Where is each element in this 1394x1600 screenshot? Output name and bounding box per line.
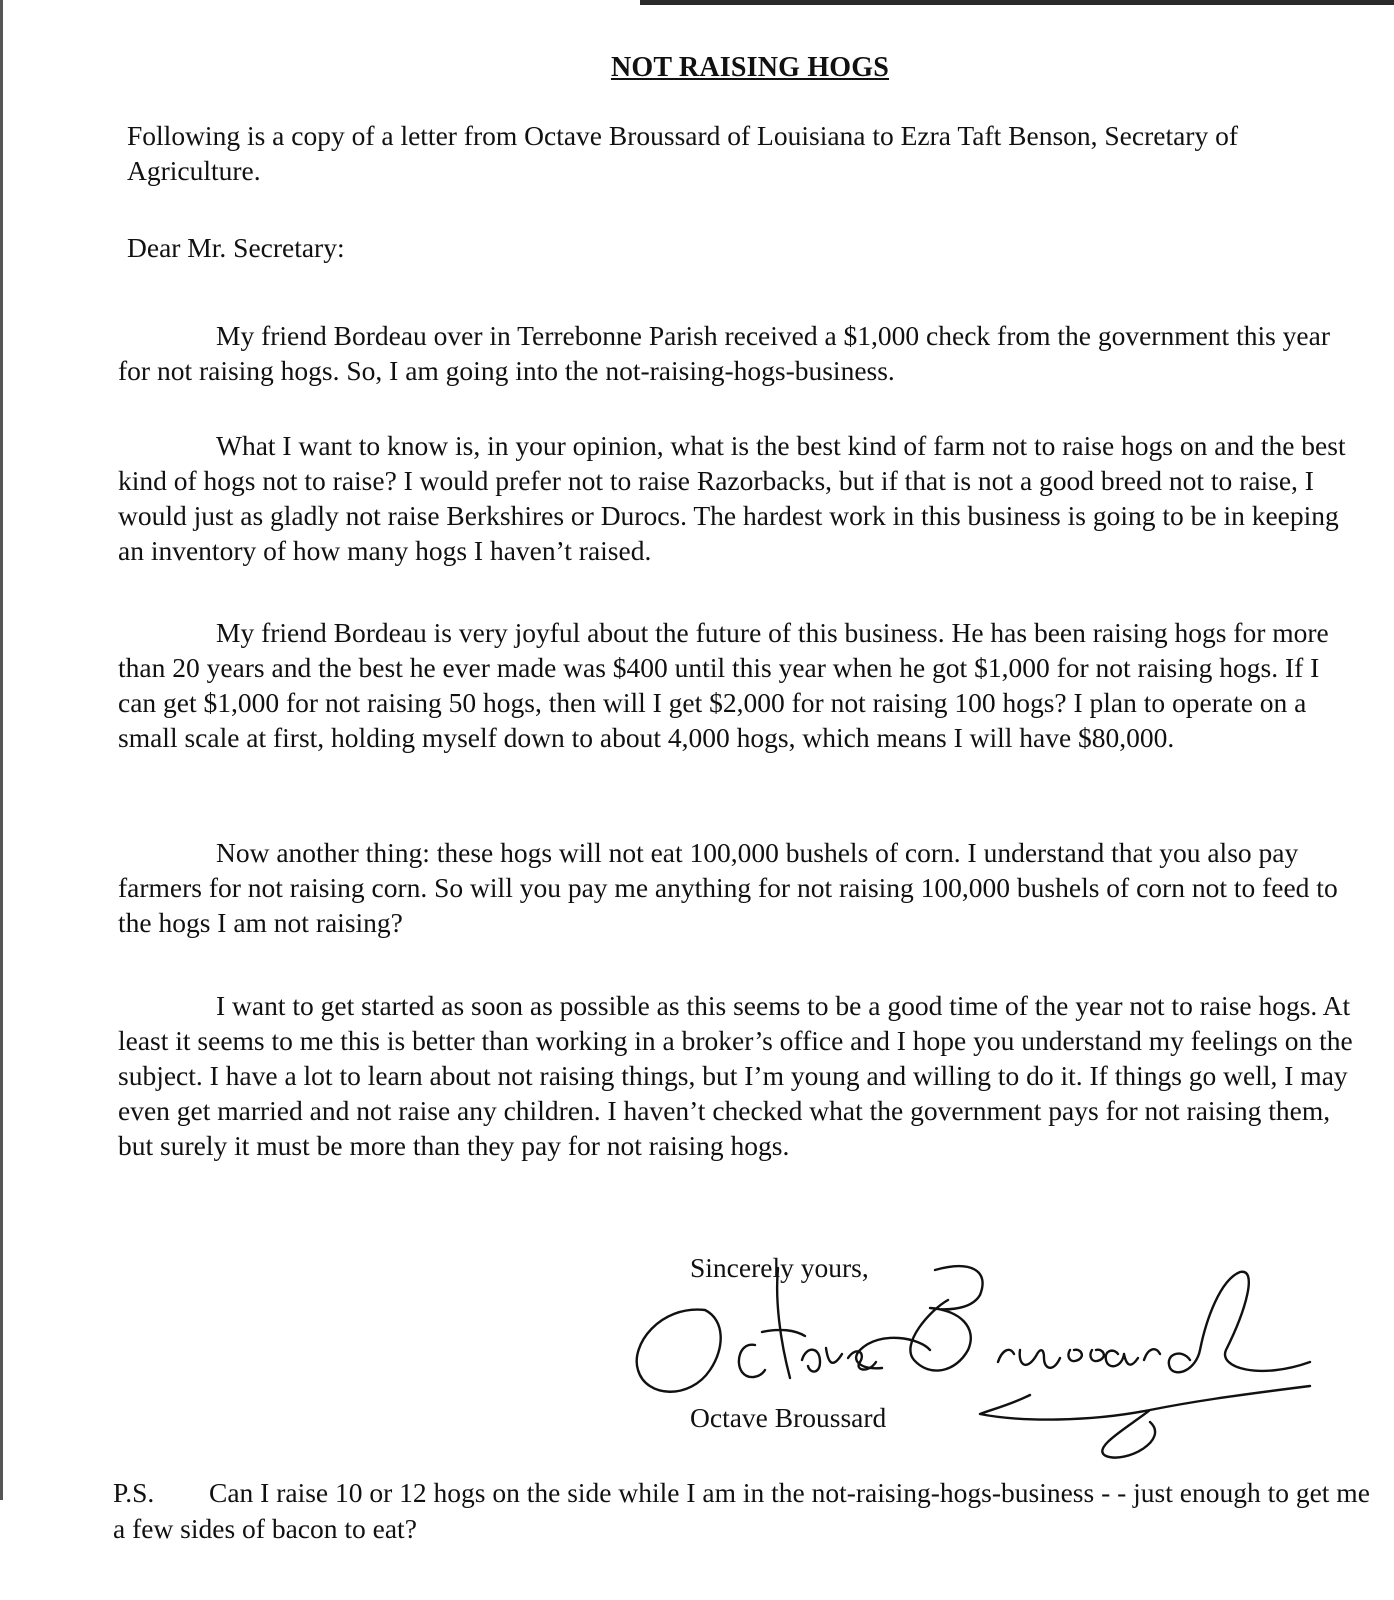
postscript-label: P.S.: [113, 1477, 155, 1508]
signature-stroke-t: [762, 1268, 805, 1378]
signature-stroke-c: [739, 1345, 765, 1377]
page-title: NOT RAISING HOGS: [610, 52, 890, 83]
intro-text: Following is a copy of a letter from Octave Broussard of Louisiana to Ezra Taft Benson, Secretary of Agriculture.: [127, 120, 1238, 186]
printed-name: Octave Broussard: [690, 1402, 887, 1433]
signature-stroke-b: [910, 1266, 982, 1370]
paragraph-5: [118, 988, 1363, 1163]
signature-stroke-roussar: [998, 1349, 1160, 1368]
top-border-line: [640, 0, 1394, 5]
paragraph-2: [118, 428, 1363, 568]
paragraph-5-text: I want to get started as soon as possible as this seems to be a good time of the year not to raise hogs. At least it seems to me this is better than working in a broker’s office and I hope you understand my feelings on the subject. I have a lot to learn about not raising things, but I’m young and willing to do it. If things go well, I may even get married and not raise any children. I haven’t checked what the government pays for not raising them, but surely it must be more than they pay for not raising hogs.: [118, 990, 1353, 1161]
closing: Sincerely yours,: [690, 1252, 869, 1283]
signature-stroke-o: [637, 1310, 721, 1392]
paragraph-1-text: My friend Bordeau over in Terrebonne Parish received a $1,000 check from the government this year for not raising hogs. So, I am going into the not-raising-hogs-business.: [118, 320, 1330, 386]
salutation: Dear Mr. Secretary:: [127, 232, 345, 263]
postscript-text: Can I raise 10 or 12 hogs on the side while I am in the not-raising-hogs-business - - just enough to get me a few sides of bacon to eat?: [113, 1477, 1370, 1544]
signature-stroke-ave: [802, 1348, 876, 1372]
paragraph-3-text: My friend Bordeau is very joyful about the future of this business. He has been raising hogs for more than 20 years and the best he ever made was $400 until this year when he got $1,000 for not raising hogs. If I can get $1,000 for not raising 50 hogs, then will I get $2,000 for not raising 100 hogs? I plan to operate on a small scale at first, holding myself down to about 4,000 hogs, which means I will have $80,000.: [118, 617, 1329, 753]
paragraph-4-text: Now another thing: these hogs will not eat 100,000 bushels of corn. I understand that you also pay farmers for not raising corn. So will you pay me anything for not raising 100,000 bushels of corn not to feed to the hogs I am not raising?: [118, 837, 1338, 938]
paragraph-2-text: What I want to know is, in your opinion, what is the best kind of farm not to raise hogs on and the best kind of hogs not to raise? I would prefer not to raise Razorbacks, but if that is not a good breed not to raise, I would just as gladly not raise Berkshires or Durocs. The hardest work in this business is going to be in keeping an inventory of how many hogs I haven’t raised.: [118, 430, 1346, 566]
paragraph-1: [118, 318, 1363, 388]
paragraph-3: [118, 615, 1363, 755]
signature-stroke-d: [1169, 1272, 1310, 1373]
handwritten-signature: [630, 1250, 1350, 1480]
left-scan-edge: [0, 0, 3, 1500]
postscript: [113, 1475, 1373, 1547]
paragraph-4: [118, 835, 1363, 940]
